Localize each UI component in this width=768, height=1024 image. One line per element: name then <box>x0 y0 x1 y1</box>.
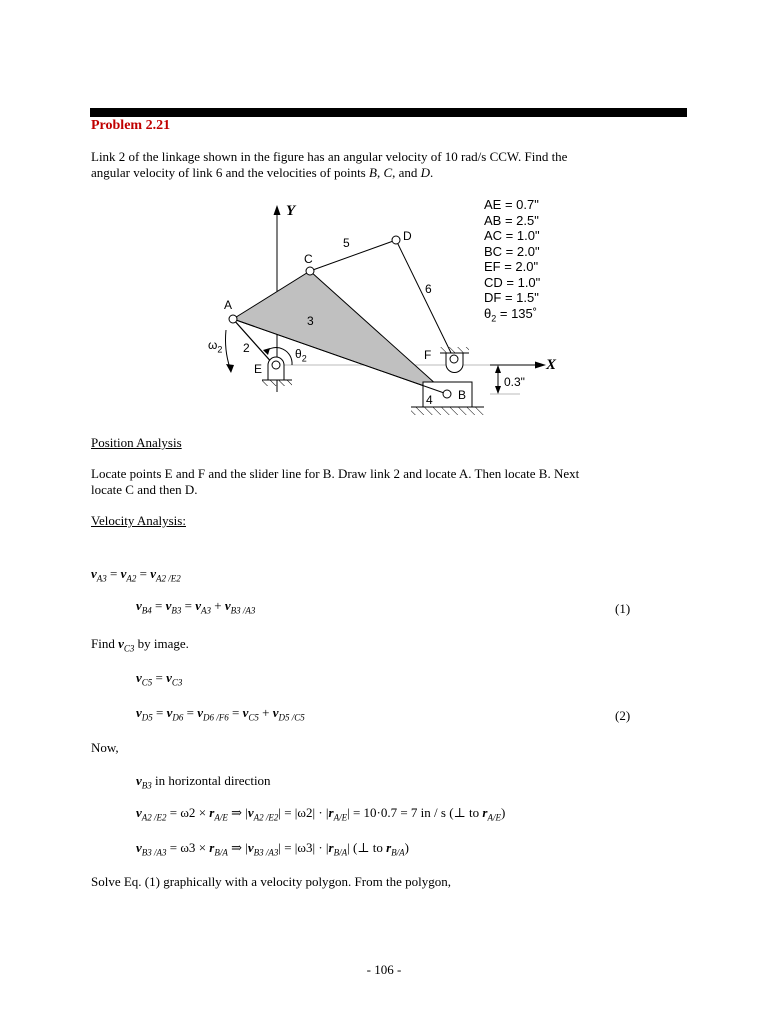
given-ac: AC = 1.0" <box>484 228 540 243</box>
label-link-3: 3 <box>307 314 314 328</box>
equation-vc5: $v_{C5} = v_{C3}$ <box>136 670 183 688</box>
joint-f <box>450 355 458 363</box>
joint-a <box>229 315 237 323</box>
given-theta: $\theta_2$ = 135˚ <box>484 305 538 324</box>
solve-text: Solve Eq. (1) graphically with a velocity polygon. From the polygon, <box>91 874 451 889</box>
label-point-f: F <box>424 348 432 362</box>
label-link-2: 2 <box>243 341 250 355</box>
slider-ground-hatch <box>411 407 484 415</box>
position-analysis-heading: Position Analysis <box>91 435 182 450</box>
y-axis-arrowhead <box>274 205 281 215</box>
x-axis-arrowhead <box>535 362 546 369</box>
equation-va: $v_{A3} = v_{A2} = v_{A2 /E2}$ <box>91 566 181 584</box>
given-ab: AB = 2.5" <box>484 212 539 228</box>
equation-1: $v_{B4} = v_{B3} = v_{A3} + v_{B3 /A3}$ <box>136 598 256 616</box>
label-point-d: D <box>403 229 412 243</box>
velocity-analysis-heading: Velocity Analysis: <box>91 513 186 528</box>
label-link-4: 4 <box>426 393 433 407</box>
x-axis-label: X <box>546 357 557 373</box>
given-df: DF = 1.5" <box>484 290 539 305</box>
ground-hatch-e <box>262 380 292 386</box>
given-ef: EF = 2.0" <box>484 259 539 274</box>
now-text: Now, <box>91 740 119 755</box>
label-point-a: A <box>224 298 233 312</box>
given-cd: CD = 1.0" <box>484 274 541 290</box>
equation-vae: $v_{A2 /E2} = \omega 2 \times r_{A/E}$ ⇒ $|v_{A2 /E2}| = |\omega 2| \cdot |r_{A/E}| = 10\cdot 0.7 = 7$ in / s (⊥ to $r_{A/E}$) <box>136 805 506 823</box>
linkage-figure <box>0 0 768 440</box>
label-point-c: C <box>304 252 313 266</box>
label-omega-2: $\omega_2$ <box>208 338 223 355</box>
label-point-b: B <box>458 388 467 402</box>
equation-1-number: (1) <box>615 601 631 616</box>
joint-d <box>392 236 400 244</box>
omega-arrow <box>226 330 231 368</box>
y-axis-label: Y <box>286 203 296 219</box>
equation-2-number: (2) <box>615 708 631 723</box>
problem-line-1: Link 2 of the linkage shown in the figure has an angular velocity of 10 rad/s CCW. Find the <box>91 149 568 164</box>
label-offset: 0.3" <box>504 375 525 389</box>
ground-hatch-f <box>440 347 469 353</box>
given-bc: BC = 2.0" <box>484 243 540 259</box>
vb3-direction-line: $v_{B3}$ in horizontal direction <box>136 773 271 791</box>
joint-c <box>306 267 314 275</box>
equation-vba: $v_{B3 /A3} = \omega 3 \times r_{B/A}$ ⇒ $|v_{B3 /A3}| = |\omega 3| \cdot |r_{B/A}|$ (⊥ to $r_{B/A}$) <box>136 840 410 858</box>
position-analysis-text: Locate points E and F and the slider line for B. Draw link 2 and locate A. Then locate B. Next locate C and then D. <box>91 466 580 497</box>
label-point-e: E <box>254 362 263 376</box>
problem-line-2: angular velocity of link 6 and the velocities of points B, C, and D. <box>91 165 434 180</box>
label-link-6: 6 <box>425 282 432 296</box>
label-theta-2: $\theta_2$ <box>295 347 307 364</box>
find-vc3-line: Find $v_{C3}$ by image. <box>91 636 189 654</box>
link-6 <box>396 240 454 359</box>
joint-e <box>272 361 280 369</box>
joint-b <box>443 390 451 398</box>
page-number: - 106 - <box>366 962 402 977</box>
label-link-5: 5 <box>343 236 350 250</box>
link-3-triangle <box>233 271 447 394</box>
problem-title: Problem 2.21 <box>91 118 171 133</box>
given-dimensions <box>484 197 540 327</box>
equation-2: $v_{D5} = v_{D6} = v_{D6 /F6} = v_{C5} + v_{D5 /C5}$ <box>136 705 305 723</box>
given-ae: AE = 0.7" <box>484 197 539 212</box>
link-5 <box>310 240 396 271</box>
